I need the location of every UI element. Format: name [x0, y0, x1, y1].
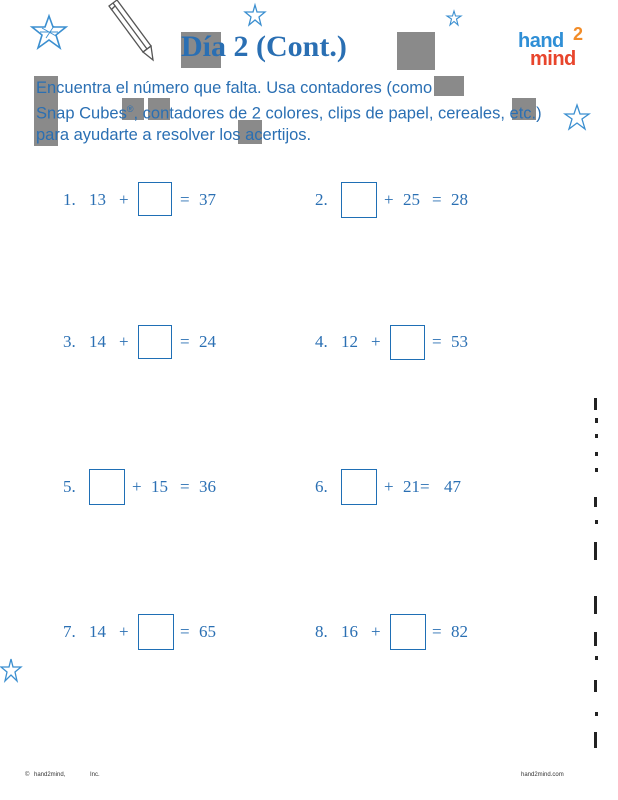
- logo-hand: hand: [518, 30, 564, 52]
- problem-number: 6.: [315, 477, 328, 496]
- plus-sign: +: [371, 332, 381, 351]
- problem-number: 7.: [63, 622, 76, 641]
- pencil-doodle-icon: [105, 0, 155, 62]
- edge-mark: [594, 398, 597, 410]
- result: 65: [199, 622, 216, 641]
- snap-cubes-text: Snap Cubes: [36, 104, 127, 123]
- page-title: Día 2 (Cont.): [181, 30, 347, 63]
- problem-number: 2.: [315, 190, 328, 209]
- plus-sign: +: [384, 190, 394, 209]
- logo-mind: mind: [530, 48, 576, 70]
- equals-sign: =: [432, 332, 442, 351]
- result: 36: [199, 477, 216, 496]
- equals-sign: =: [432, 622, 442, 641]
- plus-sign: +: [119, 332, 129, 351]
- answer-box[interactable]: [138, 614, 174, 650]
- result: 24: [199, 332, 216, 351]
- instructions-line-2: [36, 99, 596, 125]
- plus-sign: +: [132, 477, 142, 496]
- problem-number: 5.: [63, 477, 76, 496]
- problem-number: 3.: [63, 332, 76, 351]
- edge-mark: [595, 468, 598, 472]
- result: 82: [451, 622, 468, 641]
- addend-a: 14: [89, 622, 106, 641]
- answer-box[interactable]: [138, 182, 172, 216]
- answer-box[interactable]: [138, 325, 172, 359]
- edge-mark: [594, 732, 597, 748]
- edge-mark: [595, 418, 598, 423]
- equals-sign: =: [180, 190, 190, 209]
- edge-mark: [595, 712, 598, 716]
- footer-website: hand2mind.com: [521, 772, 564, 778]
- addend-b: 25: [403, 190, 420, 209]
- plus-sign: +: [384, 477, 394, 496]
- addend-a: 13: [89, 190, 106, 209]
- answer-box[interactable]: [341, 182, 377, 218]
- answer-box[interactable]: [390, 614, 426, 650]
- logo-two: 2: [573, 24, 584, 44]
- plus-sign: +: [119, 622, 129, 641]
- instructions: [36, 78, 596, 146]
- footer-inc: Inc.: [90, 772, 100, 778]
- addend-b: 21=: [403, 477, 430, 496]
- equals-sign: =: [180, 622, 190, 641]
- result: 47: [444, 477, 461, 496]
- addend-a: 14: [89, 332, 106, 351]
- star-doodle-icon: [446, 10, 462, 26]
- edge-mark: [595, 434, 598, 438]
- star-doodle-icon: [244, 4, 266, 26]
- answer-box[interactable]: [390, 325, 425, 360]
- edge-mark: [595, 656, 598, 660]
- edge-mark: [594, 497, 597, 507]
- result: 53: [451, 332, 468, 351]
- answer-box[interactable]: [89, 469, 125, 505]
- plus-sign: +: [371, 622, 381, 641]
- footer-company: hand2mind,: [34, 772, 66, 778]
- instructions-line-1: Encuentra el número que falta. Usa contadores (como: [36, 79, 433, 97]
- registered-mark: ®: [126, 104, 134, 114]
- result: 37: [199, 190, 216, 209]
- edge-mark: [594, 632, 597, 646]
- answer-box[interactable]: [341, 469, 377, 505]
- edge-mark: [595, 452, 598, 456]
- hand2mind-logo: [518, 24, 592, 70]
- edge-mark: [594, 680, 597, 692]
- equals-sign: =: [180, 477, 190, 496]
- instructions-line-2-rest: , contadores de 2 colores, clips de papel, cereales, etc.): [133, 104, 542, 123]
- edge-mark: [594, 596, 597, 614]
- instructions-line-3: para ayudarte a resolver los acertijos.: [36, 125, 312, 144]
- addend-b: 15: [151, 477, 168, 496]
- problem-number: 8.: [315, 622, 328, 641]
- plus-sign: +: [119, 190, 129, 209]
- edge-mark: [595, 520, 598, 524]
- edge-mark: [594, 542, 597, 560]
- star-doodle-icon: [30, 14, 68, 50]
- problem-number: 4.: [315, 332, 328, 351]
- star-doodle-icon: [0, 658, 22, 682]
- addend-a: 12: [341, 332, 358, 351]
- equals-sign: =: [180, 332, 190, 351]
- equals-sign: =: [432, 190, 442, 209]
- addend-a: 16: [341, 622, 358, 641]
- result: 28: [451, 190, 468, 209]
- redaction-block: [397, 32, 435, 70]
- problem-number: 1.: [63, 190, 76, 209]
- footer-copyright-symbol: ©: [25, 772, 30, 778]
